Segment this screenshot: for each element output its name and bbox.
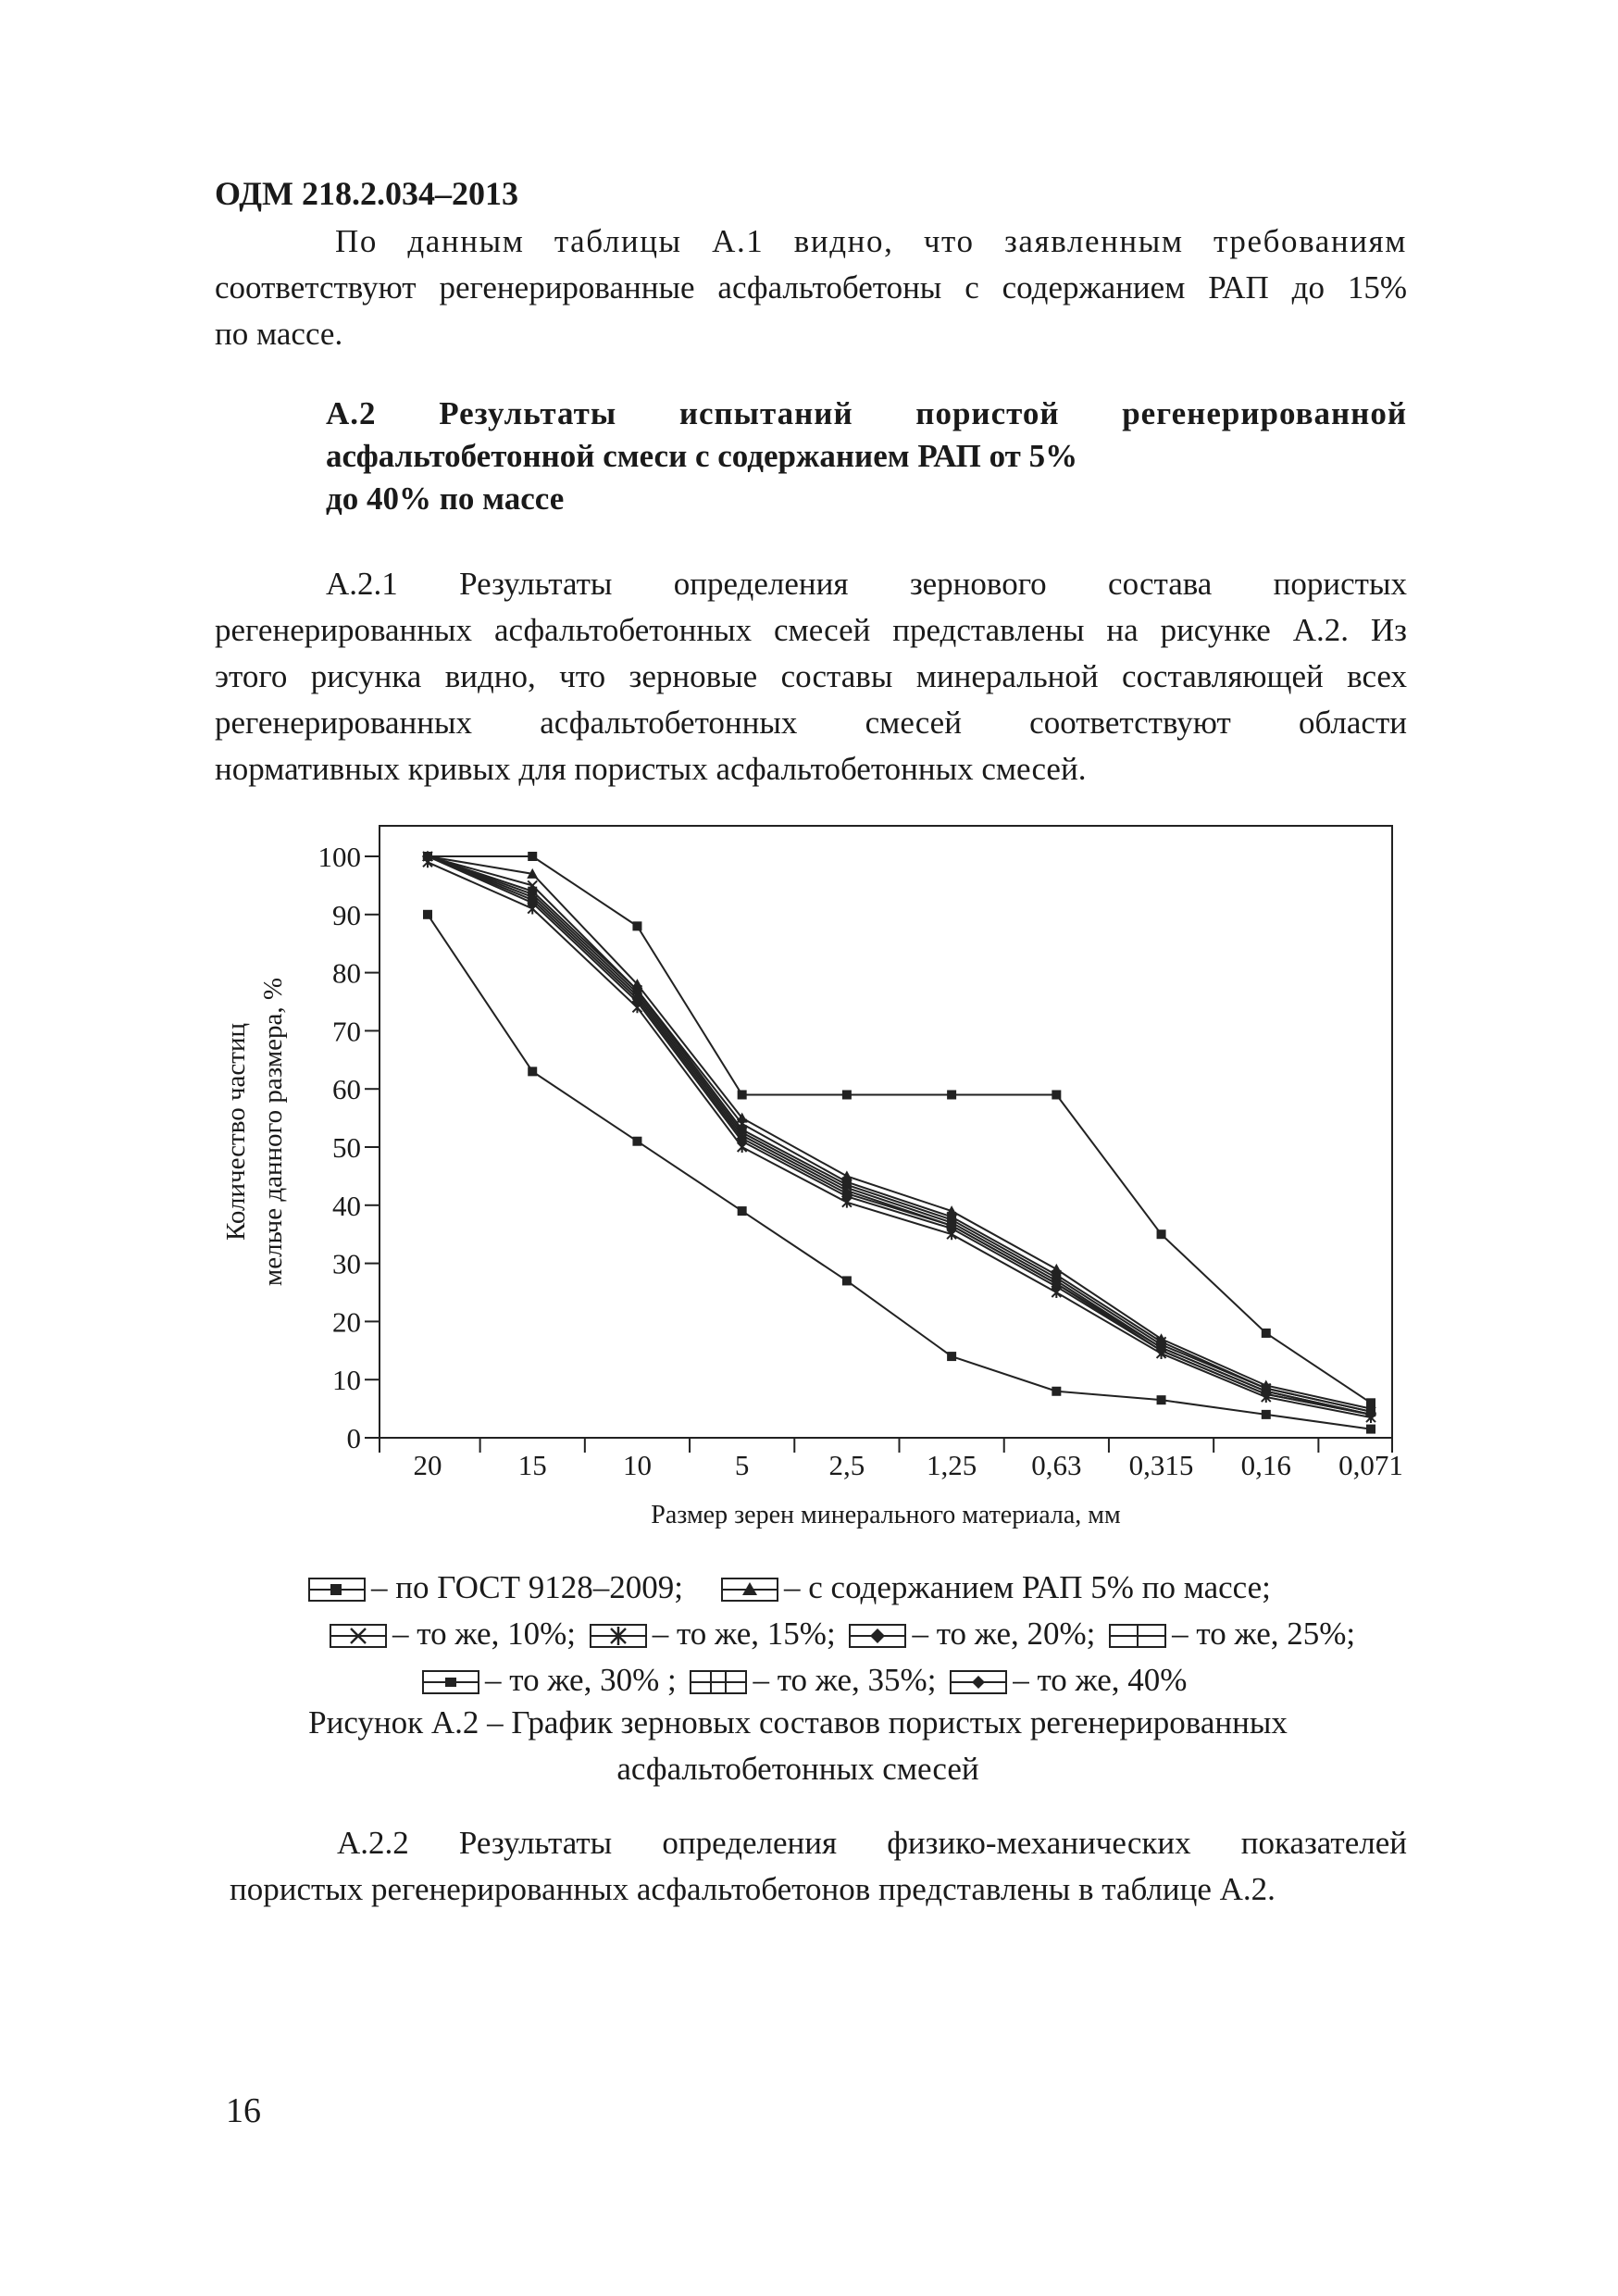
series-line	[428, 856, 1371, 1415]
section-title-line: асфальтобетонной смеси с содержанием РАП от 5%	[326, 438, 1078, 474]
series-line	[428, 856, 1371, 1415]
series-line	[428, 856, 1371, 1412]
caption-line: асфальтобетонных смесей	[616, 1751, 979, 1787]
paragraph-line: А.2.2 Результаты определения физико-механических показателей	[337, 1825, 1407, 1861]
y-axis-label: мельче данного размера, %	[258, 977, 288, 1287]
paragraph-line: пористых регенерированных асфальтобетонов представлены в таблице А.2.	[230, 1871, 1276, 1907]
data-point	[528, 852, 537, 861]
document-code: ОДМ 218.2.034–2013	[215, 175, 518, 212]
data-point	[947, 1352, 956, 1361]
grain-composition-chart	[215, 815, 1418, 1537]
series-line	[428, 856, 1371, 1412]
legend-item: – по ГОСТ 9128–2009;	[371, 1569, 683, 1605]
chart-legend	[215, 1565, 1407, 1703]
legend-swatch-5	[721, 1578, 778, 1602]
data-point	[1157, 1229, 1166, 1239]
data-point	[738, 1090, 747, 1099]
x-tick-label: 10	[622, 1449, 652, 1481]
series-line	[428, 856, 1371, 1415]
data-point	[842, 1276, 852, 1285]
legend-item: – то же, 10%;	[392, 1616, 576, 1652]
series-line	[428, 862, 1371, 1417]
legend-item: – то же, 30% ;	[485, 1662, 677, 1698]
y-tick-label: 20	[332, 1305, 361, 1339]
y-tick-label: 30	[332, 1247, 361, 1280]
legend-item: – то же, 15%;	[652, 1616, 836, 1652]
paragraph-line: нормативных кривых для пористых асфальтобетонных смесей.	[215, 751, 1087, 787]
paragraph-3	[230, 1820, 1407, 1913]
x-tick-label: 0,315	[1128, 1449, 1194, 1481]
paragraph-line: этого рисунка видно, что зерновые составы минеральной составляющей всех	[215, 658, 1407, 694]
series-line	[428, 856, 1371, 1415]
paragraph-line: регенерированных асфальтобетонных смесей соответствуют области	[215, 705, 1407, 741]
series-line	[428, 856, 1371, 1409]
legend-swatch-40	[950, 1670, 1007, 1694]
y-tick-label: 100	[317, 841, 361, 873]
x-tick-label: 2,5	[828, 1449, 865, 1481]
y-axis-label: Количество частиц	[221, 1022, 251, 1242]
legend-row	[215, 1565, 1407, 1611]
y-tick-label: 50	[332, 1131, 361, 1164]
caption-line: Рисунок А.2 – График зерновых составов пористых регенерированных	[308, 1704, 1288, 1741]
section-title-line: до 40% по массе	[326, 480, 565, 517]
legend-swatch-15	[590, 1624, 647, 1648]
y-tick-label: 40	[332, 1189, 361, 1222]
paragraph-line: соответствуют регенерированные асфальтобетоны с содержанием РАП до 15%	[215, 269, 1407, 306]
paragraph-line: по массе.	[215, 316, 343, 352]
y-tick-label: 10	[332, 1364, 361, 1397]
data-point	[1052, 1090, 1061, 1099]
y-tick-label: 90	[332, 898, 361, 931]
paragraph-1	[215, 218, 1407, 357]
paragraph-2	[215, 561, 1407, 792]
legend-row	[215, 1657, 1407, 1703]
legend-item: – то же, 35%;	[753, 1662, 937, 1698]
legend-swatch-gost	[308, 1578, 366, 1602]
y-tick-label: 0	[346, 1422, 361, 1454]
data-point	[1157, 1395, 1166, 1404]
section-title	[326, 393, 1407, 520]
plot-frame	[380, 826, 1392, 1438]
x-tick-label: 0,63	[1031, 1449, 1082, 1481]
data-point	[632, 1137, 641, 1146]
x-tick-label: 1,25	[926, 1449, 977, 1481]
legend-swatch-30	[422, 1670, 479, 1694]
x-tick-label: 20	[413, 1449, 442, 1481]
data-point	[1262, 1329, 1271, 1338]
y-tick-label: 60	[332, 1073, 361, 1106]
section-title-line: А.2 Результаты испытаний пористой регенерированной	[326, 395, 1407, 431]
y-tick-label: 70	[332, 1015, 361, 1048]
x-axis-label: Размер зерен минерального материала, мм	[651, 1501, 1121, 1529]
series-line	[428, 915, 1371, 1429]
data-point	[423, 910, 432, 919]
legend-row	[215, 1611, 1407, 1657]
page-number: 16	[226, 2091, 261, 2130]
legend-item: – то же, 20%;	[912, 1616, 1096, 1652]
data-point	[1366, 1425, 1375, 1434]
x-tick-label: 0,16	[1240, 1449, 1291, 1481]
legend-swatch-10	[330, 1624, 387, 1648]
data-point	[632, 921, 641, 930]
legend-item: – то же, 25%;	[1172, 1616, 1356, 1652]
legend-swatch-35	[690, 1670, 747, 1694]
x-tick-label: 15	[517, 1449, 547, 1481]
data-point	[1052, 1387, 1061, 1396]
y-tick-label: 80	[332, 956, 361, 990]
paragraph-line: А.2.1 Результаты определения зернового состава пористых	[326, 566, 1407, 602]
data-point	[1262, 1410, 1271, 1419]
paragraph-line: регенерированных асфальтобетонных смесей представлены на рисунке А.2. Из	[215, 612, 1407, 648]
paragraph-line: По данным таблицы А.1 видно, что заявленным требованиям	[335, 223, 1407, 259]
data-point	[528, 1067, 537, 1076]
legend-item: – то же, 40%	[1013, 1662, 1188, 1698]
data-point	[738, 1206, 747, 1216]
data-point	[947, 1090, 956, 1099]
legend-item: – с содержанием РАП 5% по массе;	[784, 1569, 1271, 1605]
legend-swatch-20	[849, 1624, 906, 1648]
data-point	[842, 1090, 852, 1099]
legend-swatch-25	[1109, 1624, 1166, 1648]
figure-caption	[215, 1700, 1381, 1792]
x-tick-label: 5	[734, 1449, 750, 1481]
x-tick-label: 0,071	[1338, 1449, 1403, 1481]
